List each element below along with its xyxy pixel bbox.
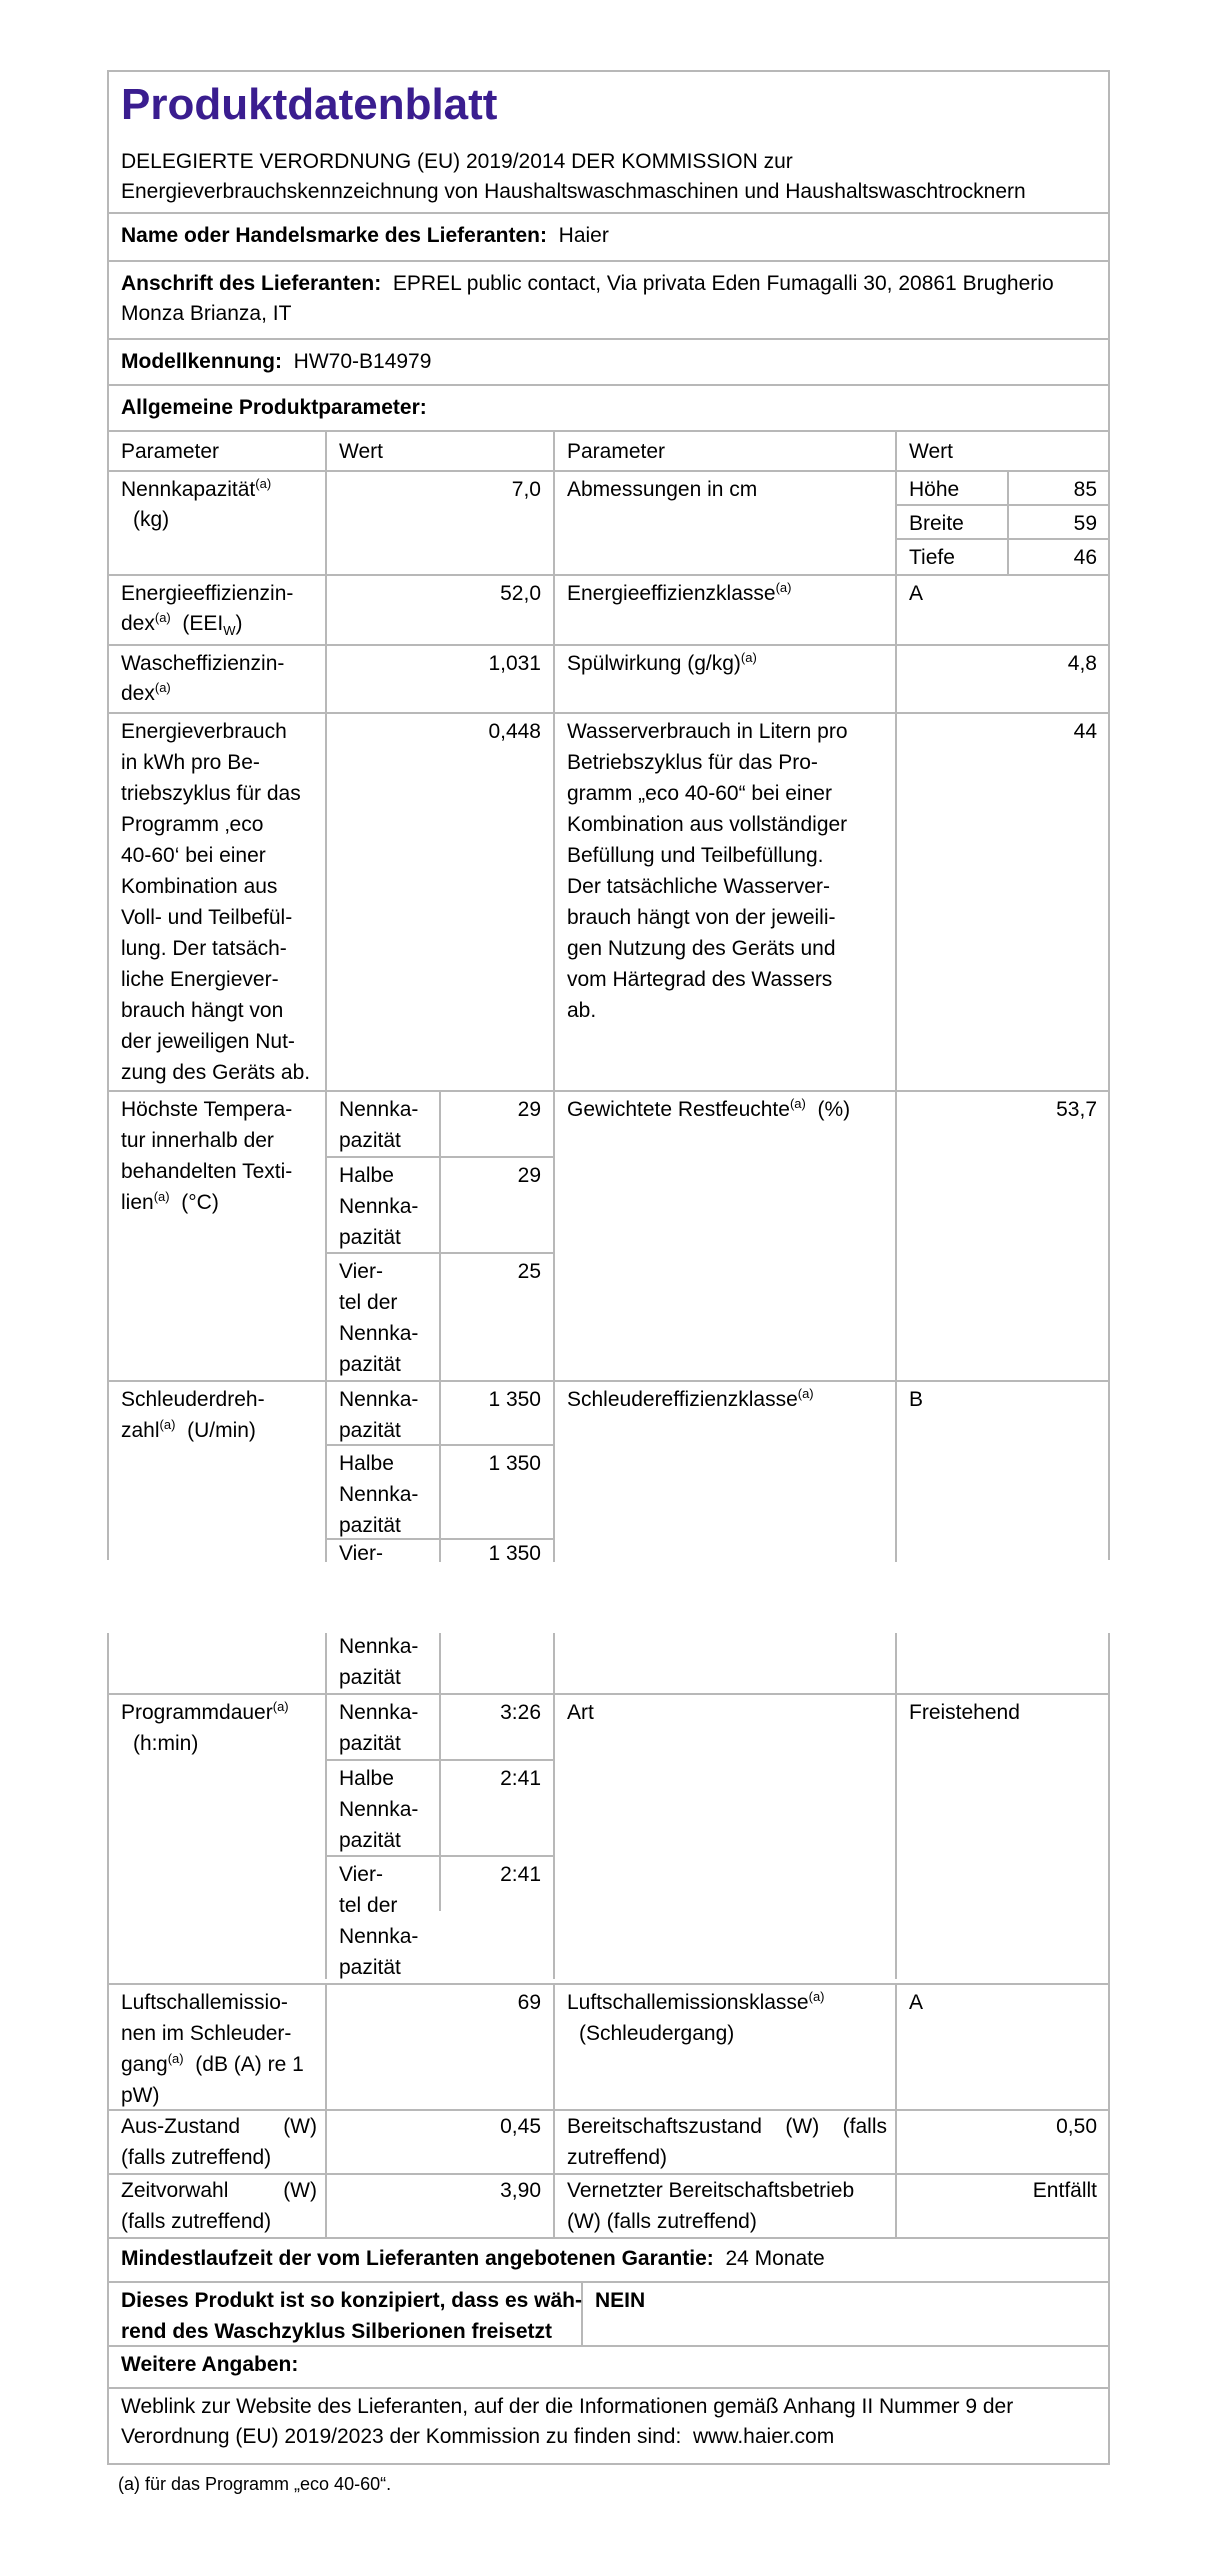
- max-temp-label: [121, 1094, 317, 1218]
- spin-speed-unit: (U/min): [187, 1419, 256, 1442]
- col-line: [553, 430, 555, 1562]
- footnote-ref: (a): [272, 1699, 289, 1714]
- spin-speed-line: [121, 1415, 265, 1446]
- depth-label: Tiefe: [909, 546, 955, 569]
- duration-sub-label-2: [339, 1763, 418, 1856]
- sub-label-line: pazität: [339, 1666, 401, 1689]
- sub-label-line: Nennka-: [339, 1195, 419, 1218]
- weblink-line-1: Weblink zur Website des Lieferanten, auf der die Informationen gemäß Anhang II Nummer 9 der: [121, 2395, 1014, 2418]
- width-value: 59: [1073, 512, 1097, 535]
- sub-label-line: Nennka-: [339, 1635, 419, 1658]
- residual-moisture-label: [567, 1094, 850, 1125]
- max-temp-value-2: 29: [517, 1164, 541, 1187]
- duration-value-2: 2:41: [500, 1767, 541, 1790]
- silver-ions-line: Dieses Produkt ist so konzipiert, dass es wäh-: [121, 2289, 582, 2312]
- col-line: [553, 1983, 555, 2173]
- col-line: [325, 430, 327, 1562]
- sub-label-line: Halbe: [339, 1164, 394, 1187]
- footnote-ref: (a): [808, 1989, 825, 2004]
- footnote-ref: (a): [154, 610, 171, 625]
- energy-consumption-line: in kWh pro Be-: [121, 751, 260, 774]
- footnote-ref: (a): [255, 476, 272, 491]
- guarantee-value: 24 Monate: [725, 2247, 825, 2270]
- delay-start-line: (falls zutreffend): [121, 2210, 272, 2233]
- energy-consumption-line: der jeweiligen Nut-: [121, 1030, 295, 1053]
- guarantee-label: Mindestlaufzeit der vom Lieferanten angebotenen Garantie:: [121, 2247, 714, 2270]
- energy-class-label-text: Energieeffizienzklasse: [567, 582, 776, 605]
- eei-unit: (EEI: [182, 612, 224, 635]
- col-line: [895, 1983, 897, 2173]
- dimensions-label: Abmessungen in cm: [567, 478, 758, 501]
- water-consumption-label: [567, 716, 848, 1026]
- divider: [325, 1444, 553, 1446]
- max-temp-sub-label-2: [339, 1160, 418, 1253]
- program-duration-unit: (h:min): [133, 1732, 199, 1755]
- col-line: [895, 1633, 897, 1979]
- footnote-ref: (a): [797, 1386, 814, 1401]
- washing-index-label-line-2: [121, 678, 171, 709]
- divider: [109, 2281, 1108, 2283]
- sub-label-line: Nennka-: [339, 1322, 419, 1345]
- spin-sub-label-3-continued: [339, 1631, 418, 1693]
- divider: [325, 1855, 553, 1857]
- networked-standby-line: Vernetzter Bereitschaftsbetrieb: [567, 2179, 855, 2202]
- washing-index-label-line-1: Wascheffizienzin-: [121, 652, 285, 675]
- weblink-text: Verordnung (EU) 2019/2023 der Kommission zu finden sind:: [121, 2425, 682, 2448]
- energy-consumption-value: 0,448: [488, 720, 541, 743]
- silver-ions-label: [121, 2285, 582, 2347]
- sub-label-line: pazität: [339, 1353, 401, 1376]
- delay-start-line: Zeitvorwahl (W): [121, 2179, 317, 2202]
- supplier-name-value: Haier: [558, 224, 609, 247]
- noise-text: gang: [121, 2053, 168, 2076]
- program-duration-label: [121, 1697, 289, 1759]
- spin-sub-label-3: [339, 1538, 383, 1569]
- type-value: Freistehend: [909, 1701, 1020, 1724]
- sub-label-line: Nennka-: [339, 1798, 419, 1821]
- divider: [109, 2237, 1108, 2239]
- divider: [109, 260, 1108, 262]
- off-mode-value: 0,45: [500, 2115, 541, 2138]
- standby-value: 0,50: [1056, 2115, 1097, 2138]
- residual-moisture-text: Gewichtete Restfeuchte: [567, 1098, 790, 1121]
- eei-value: 52,0: [500, 582, 541, 605]
- max-temp-sub-label-1: [339, 1094, 418, 1156]
- guarantee-row: [121, 2243, 825, 2274]
- noise-unit: (dB (A) re 1: [195, 2053, 304, 2076]
- divider: [109, 338, 1108, 340]
- capacity-label: [121, 474, 271, 505]
- model-value: HW70-B14979: [293, 350, 432, 373]
- noise-line: [121, 2049, 317, 2080]
- spin-speed-label: [121, 1384, 265, 1446]
- water-consumption-line: ab.: [567, 999, 597, 1022]
- divider: [109, 430, 1108, 432]
- height-value: 85: [1073, 478, 1097, 501]
- col-line: [325, 1983, 327, 2173]
- footnote-ref: (a): [153, 1189, 170, 1204]
- sub-label-line: Vier-: [339, 1260, 383, 1283]
- col-header-param-left: Parameter: [121, 440, 220, 463]
- eei-label-line-2: [121, 608, 243, 639]
- energy-class-label: [567, 578, 791, 609]
- spin-sub-label-1: [339, 1384, 418, 1446]
- water-consumption-line: vom Härtegrad des Wassers: [567, 968, 833, 991]
- max-temp-line: tur innerhalb der: [121, 1129, 274, 1152]
- noise-class-value: A: [909, 1991, 924, 2014]
- silver-ions-line: rend des Waschzyklus Silberionen freisetzt: [121, 2320, 553, 2343]
- networked-standby-label: [567, 2175, 854, 2237]
- sub-label-line: pazität: [339, 1514, 401, 1537]
- energy-consumption-line: Programm ‚eco: [121, 813, 264, 836]
- standby-line: Bereitschaftszustand (W) (falls: [567, 2115, 887, 2138]
- max-temp-line: Höchste Tempera-: [121, 1098, 293, 1121]
- sub-label-line: pazität: [339, 1732, 401, 1755]
- max-temp-last: lien: [121, 1191, 154, 1214]
- energy-consumption-line: Kombination aus: [121, 875, 278, 898]
- eei-unit-sub: W: [223, 623, 236, 639]
- spin-class-value: B: [909, 1388, 924, 1411]
- width-label: Breite: [909, 512, 964, 535]
- col-header-value-left: Wert: [339, 440, 383, 463]
- divider: [109, 2345, 1108, 2347]
- divider: [325, 1252, 553, 1254]
- sub-label-line: pazität: [339, 1226, 401, 1249]
- col-line: [439, 1633, 441, 1911]
- duration-value-1: 3:26: [500, 1701, 541, 1724]
- duration-sub-label-1: [339, 1697, 418, 1759]
- water-consumption-line: brauch hängt von der jeweili-: [567, 906, 836, 929]
- regulation-line-2: Energieverbrauchskennzeichnung von Haushaltswaschmaschinen und Haushaltswaschtrocknern: [121, 180, 1026, 203]
- address-row: [121, 268, 1054, 299]
- divider: [109, 644, 1108, 646]
- model-row: [121, 346, 431, 377]
- spin-speed-line: Schleuderdreh-: [121, 1388, 265, 1411]
- footnote-ref: (a): [167, 2051, 184, 2066]
- max-temp-sub-label-3: [339, 1256, 418, 1380]
- spin-speed-text: zahl: [121, 1419, 160, 1442]
- energy-consumption-line: Energieverbrauch: [121, 720, 287, 743]
- sub-label-line: pazität: [339, 1129, 401, 1152]
- sub-label-line: pazität: [339, 1829, 401, 1852]
- sub-label-line: pazität: [339, 1956, 401, 1979]
- divider: [325, 1156, 553, 1158]
- program-duration-text: Programmdauer: [121, 1701, 273, 1724]
- capacity-value: 7,0: [511, 478, 541, 501]
- off-mode-line: Aus-Zustand (W): [121, 2115, 317, 2138]
- sub-label-line: Halbe: [339, 1767, 394, 1790]
- sub-label-line: pazität: [339, 1419, 401, 1442]
- residual-moisture-value: 53,7: [1056, 1098, 1097, 1121]
- divider: [109, 1090, 1108, 1092]
- sub-label-line: tel der: [339, 1894, 398, 1917]
- washing-index-value: 1,031: [488, 652, 541, 675]
- noise-line: pW): [121, 2084, 160, 2107]
- spin-sub-label-2: [339, 1448, 418, 1541]
- standby-line: zutreffend): [567, 2146, 668, 2169]
- divider: [325, 1759, 553, 1761]
- weblink-line-2: [121, 2421, 834, 2452]
- col-line: [325, 1633, 327, 1979]
- eei-label-text: dex: [121, 612, 155, 635]
- sub-label-line: Vier-: [339, 1542, 383, 1565]
- energy-class-value: A: [909, 582, 924, 605]
- datasheet-page-2-bottom: [107, 2175, 1110, 2465]
- footnote-ref: (a): [740, 650, 757, 665]
- energy-consumption-line: lung. Der tatsäch-: [121, 937, 287, 960]
- delay-start-value: 3,90: [500, 2179, 541, 2202]
- capacity-unit: (kg): [133, 508, 170, 531]
- sub-label-line: Nennka-: [339, 1925, 419, 1948]
- type-label: Art: [567, 1701, 594, 1724]
- divider: [109, 712, 1108, 714]
- sub-label-line: Nennka-: [339, 1483, 419, 1506]
- eei-label-line-1: Energieeffizienzin-: [121, 582, 294, 605]
- spin-class-label: [567, 1384, 814, 1415]
- col-line: [439, 1090, 441, 1562]
- page-title: Produktdatenblatt: [121, 80, 498, 129]
- energy-consumption-line: brauch hängt von: [121, 999, 284, 1022]
- divider: [109, 470, 1108, 472]
- spin-value-2: 1 350: [488, 1452, 541, 1475]
- noise-class-label: [567, 1987, 825, 2049]
- divider: [109, 1380, 1108, 1382]
- max-temp-line: behandelten Texti-: [121, 1160, 293, 1183]
- spin-value-1: 1 350: [488, 1388, 541, 1411]
- washing-index-label-text: dex: [121, 682, 155, 705]
- rinsing-label-text: Spülwirkung (g/kg): [567, 652, 741, 675]
- energy-consumption-line: Voll- und Teilbefül-: [121, 906, 293, 929]
- divider: [109, 1693, 1108, 1695]
- sub-label-line: Nennka-: [339, 1388, 419, 1411]
- divider: [109, 574, 1108, 576]
- footnote-ref: (a): [154, 680, 171, 695]
- noise-line: nen im Schleuder-: [121, 2022, 292, 2045]
- divider: [109, 384, 1108, 386]
- address-value-line-1: EPREL public contact, Via privata Eden Fumagalli 30, 20861 Brugherio: [392, 272, 1054, 295]
- spin-value-3: 1 350: [488, 1542, 541, 1565]
- noise-class-text: Luftschallemissionsklasse: [567, 1991, 809, 2014]
- duration-sub-label-3: [339, 1859, 418, 1983]
- networked-standby-value: Entfällt: [1032, 2179, 1097, 2202]
- col-line: [325, 2175, 327, 2237]
- sub-label-line: Vier-: [339, 1863, 383, 1886]
- further-info-label: Weitere Angaben:: [121, 2353, 299, 2376]
- sub-label-line: Nennka-: [339, 1701, 419, 1724]
- water-consumption-line: Kombination aus vollständiger: [567, 813, 848, 836]
- energy-consumption-line: liche Energiever-: [121, 968, 279, 991]
- water-consumption-value: 44: [1073, 720, 1097, 743]
- rinsing-label: [567, 648, 757, 679]
- off-mode-line: (falls zutreffend): [121, 2146, 272, 2169]
- divider: [109, 212, 1108, 214]
- regulation-line-1: DELEGIERTE VERORDNUNG (EU) 2019/2014 DER KOMMISSION zur: [121, 150, 793, 173]
- noise-line: Luftschallemissio-: [121, 1991, 288, 2014]
- networked-standby-line: (W) (falls zutreffend): [567, 2210, 757, 2233]
- footnote: (a) für das Programm „eco 40-60“.: [118, 2474, 392, 2494]
- address-label: Anschrift des Lieferanten:: [121, 272, 382, 295]
- sub-label-line: Nennka-: [339, 1098, 419, 1121]
- delay-start-label: [121, 2175, 317, 2237]
- col-line: [553, 1633, 555, 1979]
- col-line: [895, 2175, 897, 2237]
- max-temp-line: [121, 1187, 317, 1218]
- duration-value-3: 2:41: [500, 1863, 541, 1886]
- noise-value: 69: [517, 1991, 541, 2014]
- water-consumption-line: Betriebszyklus für das Pro-: [567, 751, 818, 774]
- eei-unit-close: ): [235, 612, 243, 635]
- water-consumption-line: Wasserverbrauch in Litern pro: [567, 720, 848, 743]
- spin-class-text: Schleudereffizienzklasse: [567, 1388, 798, 1411]
- energy-consumption-line: zung des Geräts ab.: [121, 1061, 311, 1084]
- max-temp-value-3: 25: [517, 1260, 541, 1283]
- model-label: Modellkennung:: [121, 350, 282, 373]
- water-consumption-line: Der tatsächliche Wasserver-: [567, 875, 830, 898]
- standby-label: [567, 2111, 887, 2173]
- footnote-ref: (a): [789, 1096, 806, 1111]
- weblink-url[interactable]: www.haier.com: [693, 2425, 835, 2448]
- noise-class-sub: (Schleudergang): [579, 2022, 735, 2045]
- supplier-name-label: Name oder Handelsmarke des Lieferanten:: [121, 224, 547, 247]
- water-consumption-line: gen Nutzung des Geräts und: [567, 937, 836, 960]
- max-temp-value-1: 29: [517, 1098, 541, 1121]
- footnote-ref: (a): [775, 580, 792, 595]
- general-params-label: Allgemeine Produktparameter:: [121, 396, 427, 419]
- energy-consumption-label: [121, 716, 317, 1088]
- residual-moisture-unit: (%): [817, 1098, 851, 1121]
- divider: [109, 2387, 1108, 2389]
- footnote-ref: (a): [159, 1417, 176, 1432]
- depth-value: 46: [1073, 546, 1097, 569]
- height-label: Höhe: [909, 478, 960, 501]
- col-line: [553, 2175, 555, 2237]
- address-value-line-2: Monza Brianza, IT: [121, 302, 292, 325]
- supplier-name-row: [121, 220, 609, 251]
- silver-ions-value: NEIN: [595, 2289, 646, 2312]
- rinsing-value: 4,8: [1067, 652, 1097, 675]
- energy-consumption-line: triebszyklus für das: [121, 782, 301, 805]
- col-header-param-right: Parameter: [567, 440, 666, 463]
- max-temp-unit: (°C): [181, 1191, 219, 1214]
- off-mode-label: [121, 2111, 317, 2173]
- sub-label-line: Halbe: [339, 1452, 394, 1475]
- energy-consumption-line: 40-60‘ bei einer: [121, 844, 266, 867]
- col-line: [895, 430, 897, 1562]
- water-consumption-line: Befüllung und Teilbefüllung.: [567, 844, 824, 867]
- noise-label: [121, 1987, 317, 2111]
- sub-label-line: tel der: [339, 1291, 398, 1314]
- water-consumption-line: gramm „eco 40-60“ bei einer: [567, 782, 832, 805]
- datasheet-page-1: [107, 70, 1110, 1565]
- capacity-label-text: Nennkapazität: [121, 478, 256, 501]
- col-header-value-right: Wert: [909, 440, 953, 463]
